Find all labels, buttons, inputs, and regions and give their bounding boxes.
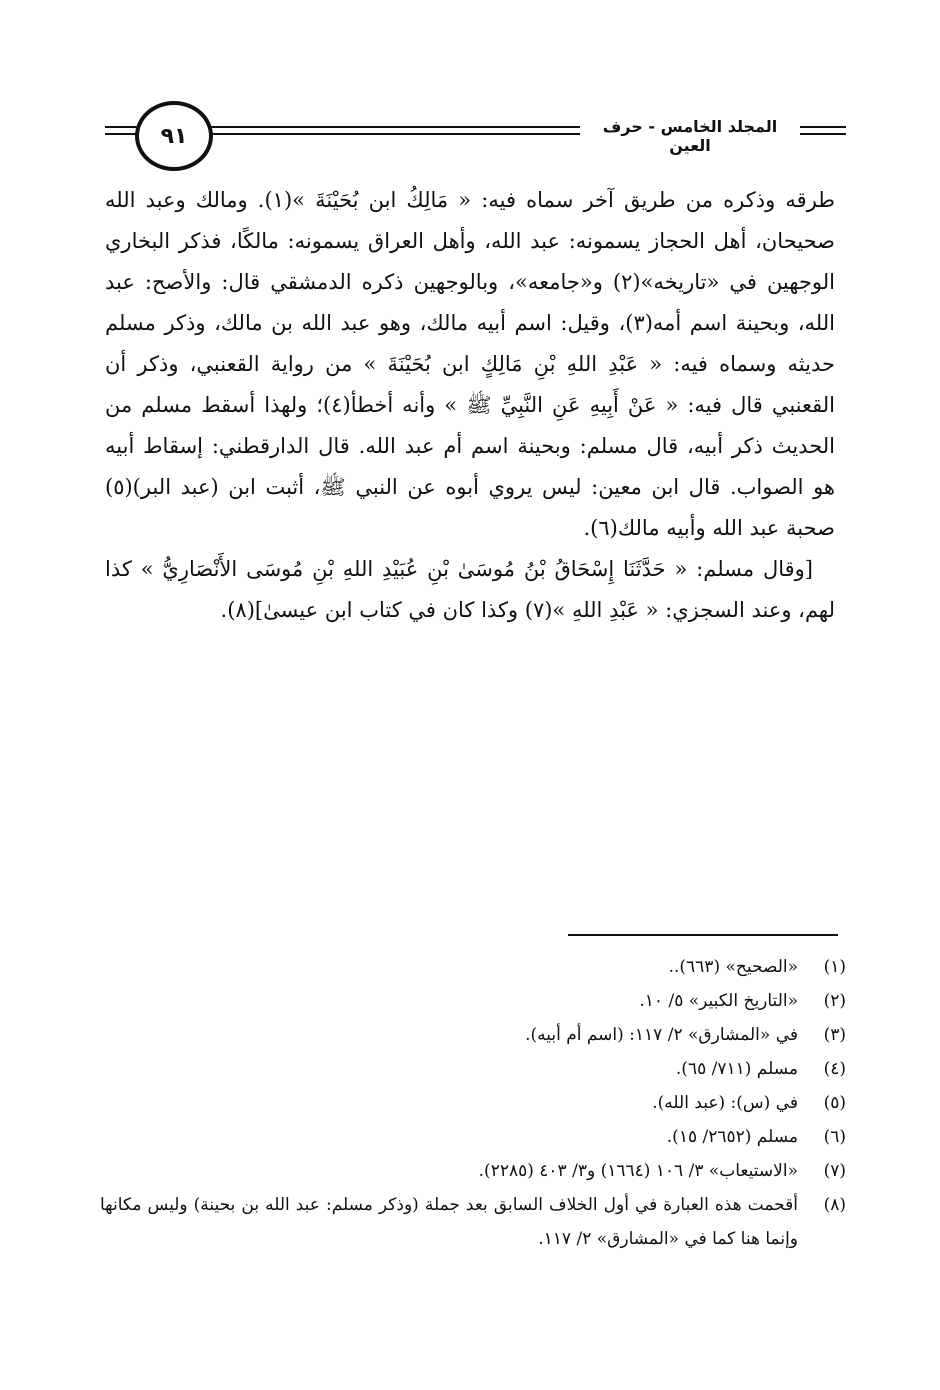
footnote-number: (٤)	[823, 1059, 846, 1079]
footnote-separator	[568, 934, 838, 936]
footnote	[100, 1086, 846, 1120]
footnote	[100, 1188, 846, 1256]
paragraph-2: [وقال مسلم: « حَدَّثَنَا إِسْحَاقُ بْنُ مُوسَىٰ بْنِ عُبَيْدِ اللهِ بْنِ مُوسَى الأَنْصَارِيُّ » كذا لهم، وعند السجزي: « عَبْدِ اللهِ »(٧) وكذا كان في كتاب ابن عيسىٰ](٨).	[105, 557, 835, 622]
footnote	[100, 1154, 846, 1188]
footnote-number: (٢)	[823, 991, 846, 1011]
footnote-number: (٨)	[823, 1195, 846, 1215]
footnote-number: (٦)	[823, 1127, 846, 1147]
footnote-text: في «المشارق» ٢/ ١١٧: (اسم أم أبيه).	[525, 1025, 798, 1045]
footnote-number: (١)	[823, 957, 846, 977]
footnote-text: مسلم (٧١١/ ٦٥).	[675, 1059, 798, 1079]
footnote	[100, 1052, 846, 1086]
footnote	[100, 1120, 846, 1154]
footnote-number: (٣)	[823, 1025, 846, 1045]
footnote-text: «الصحيح» (٦٦٣)..	[668, 957, 798, 977]
footnote-text: أقحمت هذه العبارة في أول الخلاف السابق بعد جملة (وذكر مسلم: عبد الله بن بحينة) وليس مكانها وإنما هنا كما في «المشارق» ٢/ ١١٧.	[100, 1195, 798, 1249]
running-head: المجلد الخامس - حرف العين	[580, 117, 800, 155]
footnote	[100, 984, 846, 1018]
footnote-text: في (س): (عبد الله).	[652, 1093, 798, 1113]
paragraph-1: طرقه وذكره من طريق آخر سماه فيه: « مَالِكُ ابن بُحَيْنَةَ »(١). ومالك وعبد الله صحيحان، أهل الحجاز يسمونه: عبد الله، وأهل العراق يسمونه: مالكًا، فذكر البخاري الوجهين في «تاريخه»(٢) و«جامعه»، وبالوجهين ذكره الدمشقي قال: والأصح: عبد الله، وبحينة اسم أمه(٣)، وقيل: اسم أبيه مالك، وهو عبد الله بن مالك، وذكر مسلم حديثه وسماه فيه: « عَبْدِ اللهِ بْنِ مَالِكٍ ابن بُحَيْنَةَ » من رواية القعنبي، وذكر أن القعنبي قال فيه: « عَنْ أَبِيهِ عَنِ النَّبِيِّ ﷺ » وأنه أخطأ(٤)؛ ولهذا أسقط مسلم من الحديث ذكر أبيه، قال مسلم: وبحينة اسم أم عبد الله. قال الدارقطني: إسقاط أبيه هو الصواب. قال ابن معين: ليس يروي أبوه عن النبي ﷺ، أثبت ابن (عبد البر)(٥) صحبة عبد الله وأبيه مالك(٦).	[105, 188, 836, 540]
footnote	[100, 1018, 846, 1052]
footnote-number: (٥)	[823, 1093, 846, 1113]
page-number: ٩١	[135, 101, 213, 171]
footnote-text: «التاريخ الكبير» ٥/ ١٠.	[639, 991, 798, 1011]
footnote-text: «الاستيعاب» ٣/ ١٠٦ (١٦٦٤) و٣/ ٤٠٣ (٢٢٨٥).	[478, 1161, 798, 1181]
main-text	[105, 180, 835, 631]
footnote	[100, 950, 846, 984]
footnotes	[100, 950, 846, 1256]
footnote-text: مسلم (٢٦٥٢/ ١٥).	[666, 1127, 798, 1147]
footnote-number: (٧)	[823, 1161, 846, 1181]
